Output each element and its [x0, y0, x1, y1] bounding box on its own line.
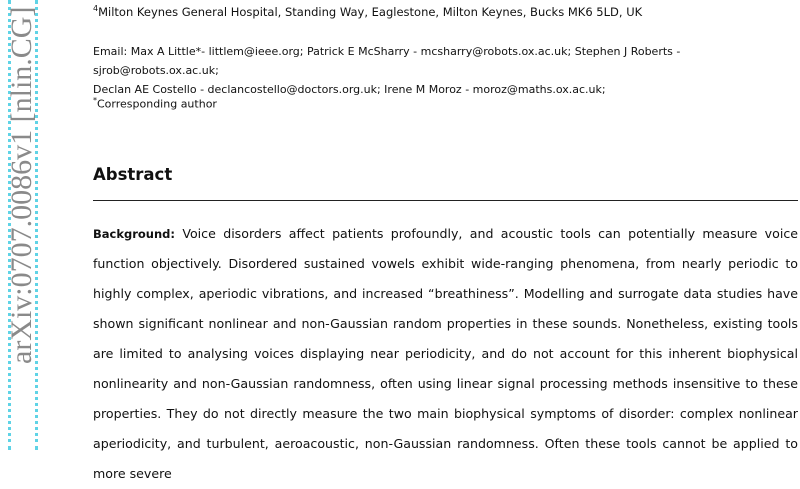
abstract-divider — [93, 200, 798, 201]
abstract-heading: Abstract — [93, 165, 173, 184]
arxiv-watermark — [0, 0, 48, 450]
abstract-body — [93, 219, 798, 489]
affiliation-text: Milton Keynes General Hospital, Standing Way, Eaglestone, Milton Keynes, Bucks MK6 5LD, UK — [98, 4, 643, 19]
background-label: Background: — [93, 227, 175, 241]
affiliation-number: 4 — [93, 4, 99, 13]
email-block — [93, 42, 798, 99]
arxiv-identifier: arXiv:0707.0086v1 [nlin.CG] — [5, 6, 38, 364]
email-line-1: Email: Max A Little*- littlem@ieee.org; Patrick E McSharry - mcsharry@robots.ox.ac.uk; Stephen J Roberts - sjrob@robots.ox.ac.uk; — [93, 45, 681, 77]
affiliation-line — [93, 4, 642, 19]
background-text: Voice disorders affect patients profoundly, and acoustic tools can potentially measure voice function objectively. Disordered sustained vowels exhibit wide-ranging phenomena, from nearly periodic to highly complex, aperiodic vibrations, and increased “breathiness”. Modelling and surrogate data studies have shown significant nonlinear and non-Gaussian random properties in these sounds. Nonetheless, existing tools are limited to analysing voices displaying near periodicity, and do not account for this inherent biophysical nonlinearity and non-Gaussian randomness, often using linear signal processing methods insensitive to these properties. They do not directly measure the two main biophysical symptoms of disorder: complex nonlinear aperiodicity, and turbulent, aeroacoustic, non-Gaussian randomness. Often these tools cannot be applied to more severe — [93, 226, 798, 481]
corresponding-text: Corresponding author — [97, 97, 217, 111]
corresponding-mark: * — [93, 96, 97, 105]
email-line-2: Declan AE Costello - declancostello@doctors.org.uk; Irene M Moroz - moroz@maths.ox.ac.uk; — [93, 83, 606, 96]
corresponding-author-note — [93, 96, 217, 111]
